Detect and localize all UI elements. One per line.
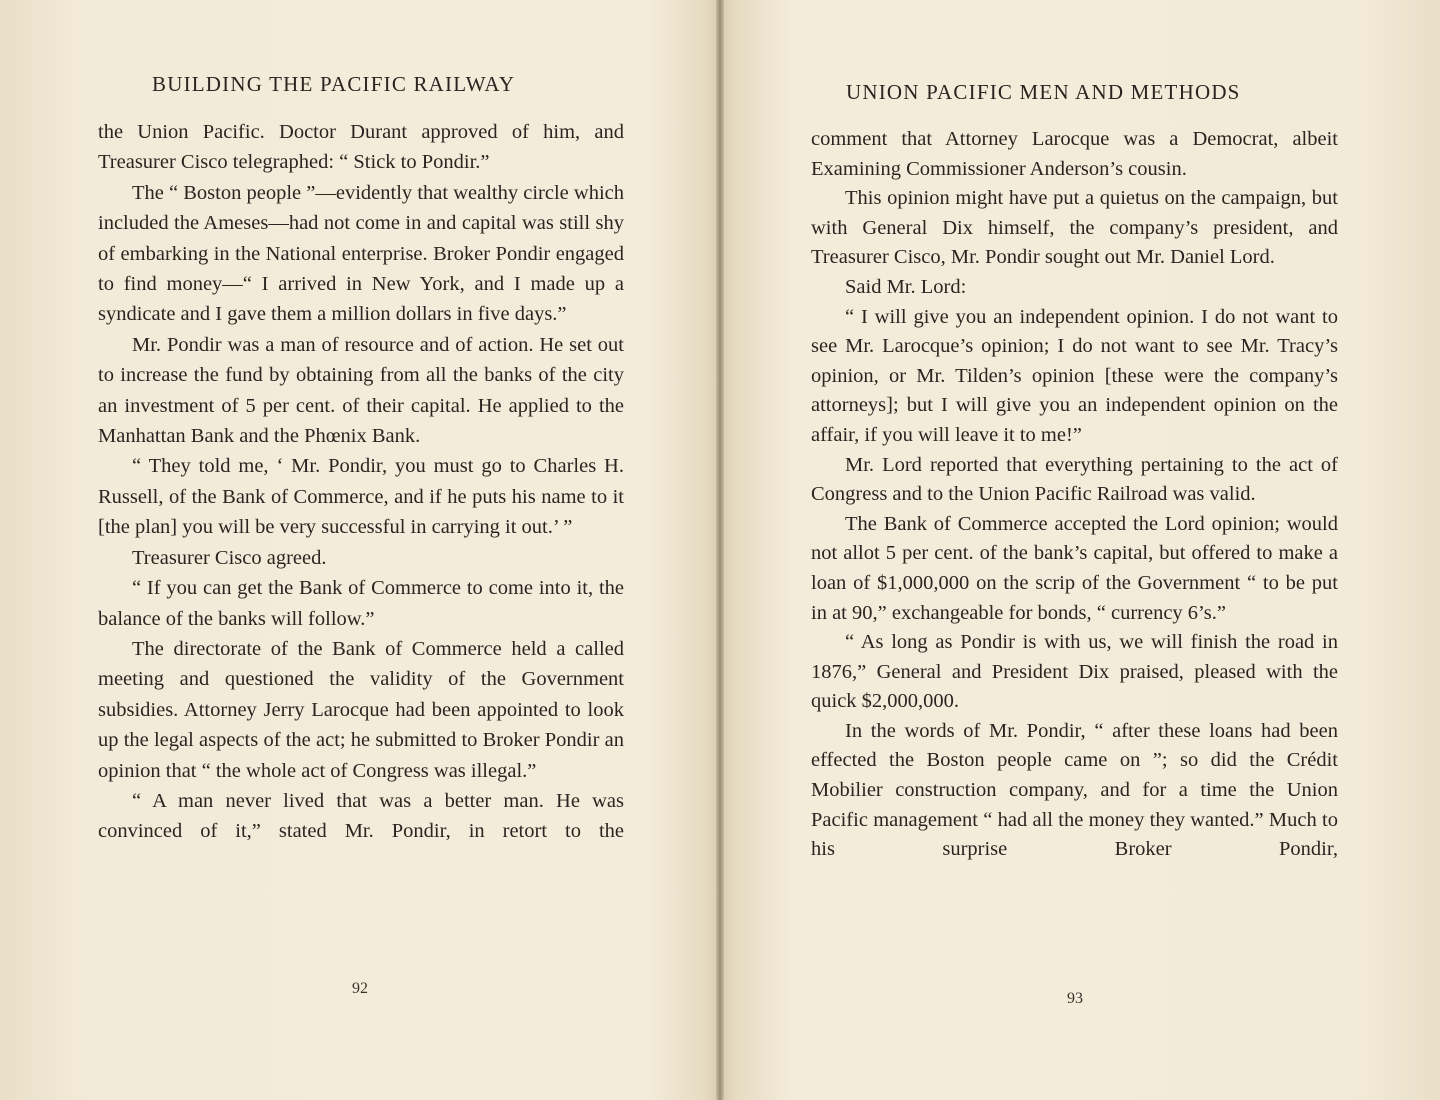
paragraph: Treasurer Cisco agreed. xyxy=(132,546,327,569)
paragraph: the Union Pacific. Doctor Durant approved of him, and Treasurer Cisco telegraphed: “ Stick to Pondir.” xyxy=(98,121,624,174)
left-page-number: 92 xyxy=(352,980,368,997)
paragraph: This opinion might have put a quietus on the campaign, but with General Dix himself, the company’s president, and Treasurer Cisco, Mr. Pondir sought out Mr. Daniel Lord. xyxy=(811,187,1338,269)
paragraph: Mr. Lord reported that everything pertaining to the act of Congress and to the Union Pacific Railroad was valid. xyxy=(811,453,1338,506)
paragraph: Mr. Pondir was a man of resource and of action. He set out to increase the fund by obtaining from all the banks of the city an investment of 5 per cent. of their capital. He applied to the Manhattan Bank and the Phœnix Bank. xyxy=(98,333,624,448)
paragraph: “ As long as Pondir is with us, we will finish the road in 1876,” General and President Dix praised, pleased with the quick $2,000,000. xyxy=(811,631,1338,713)
right-page-number: 93 xyxy=(1067,990,1083,1007)
left-running-head: BUILDING THE PACIFIC RAILWAY xyxy=(152,72,516,96)
paragraph: “ If you can get the Bank of Commerce to come into it, the balance of the banks will follow.” xyxy=(98,577,624,630)
paragraph: comment that Attorney Larocque was a Democrat, albeit Examining Commissioner Anderson’s cousin. xyxy=(811,128,1338,180)
paragraph: In the words of Mr. Pondir, “ after these loans had been effected the Boston people came on ”; so did the Crédit Mobilier construction company, and for a time the Union Pacific management “ had all the money they wanted.” Much to his surprise Broker Pondir, xyxy=(811,719,1338,861)
paragraph: “ I will give you an independent opinion. I do not want to see Mr. Larocque’s opinion; I do not want to see Mr. Tracy’s opinion, or Mr. Tilden’s opinion [these were the company’s attorneys]; but I will give you an independent opinion on the affair, if you will leave it to me!” xyxy=(811,305,1338,446)
left-body-text xyxy=(98,117,624,847)
book-gutter xyxy=(716,0,724,1100)
paragraph: The “ Boston people ”—evidently that wealthy circle which included the Ameses—had not come in and capital was still shy of embarking in the National enterprise. Broker Pondir engaged to find money—“ I arrived in New York, and I made up a syndicate and I gave them a million dollars in five days.” xyxy=(98,181,624,326)
paragraph: The directorate of the Bank of Commerce held a called meeting and questioned the validity of the Government subsidies. Attorney Jerry Larocque had been appointed to look up the legal aspects of the act; he submitted to Broker Pondir an opinion that “ the whole act of Congress was illegal.” xyxy=(98,637,624,782)
right-body-text xyxy=(811,125,1338,865)
paragraph: The Bank of Commerce accepted the Lord opinion; would not allot 5 per cent. of the bank’s capital, but offered to make a loan of $1,000,000 on the scrip of the Government “ to be put in at 90,” exchangeable for bonds, “ currency 6’s.” xyxy=(811,512,1338,624)
right-page xyxy=(724,0,1440,1100)
left-page xyxy=(0,0,716,1100)
paragraph: “ A man never lived that was a better man. He was convinced of it,” stated Mr. Pondir, in retort to the xyxy=(98,789,624,843)
paragraph: “ They told me, ‘ Mr. Pondir, you must go to Charles H. Russell, of the Bank of Commerce, and if he puts his name to it [the plan] you will be very successful in carrying it out.’ ” xyxy=(98,455,624,539)
right-running-head: UNION PACIFIC MEN AND METHODS xyxy=(846,80,1241,104)
paragraph: Said Mr. Lord: xyxy=(845,275,967,298)
